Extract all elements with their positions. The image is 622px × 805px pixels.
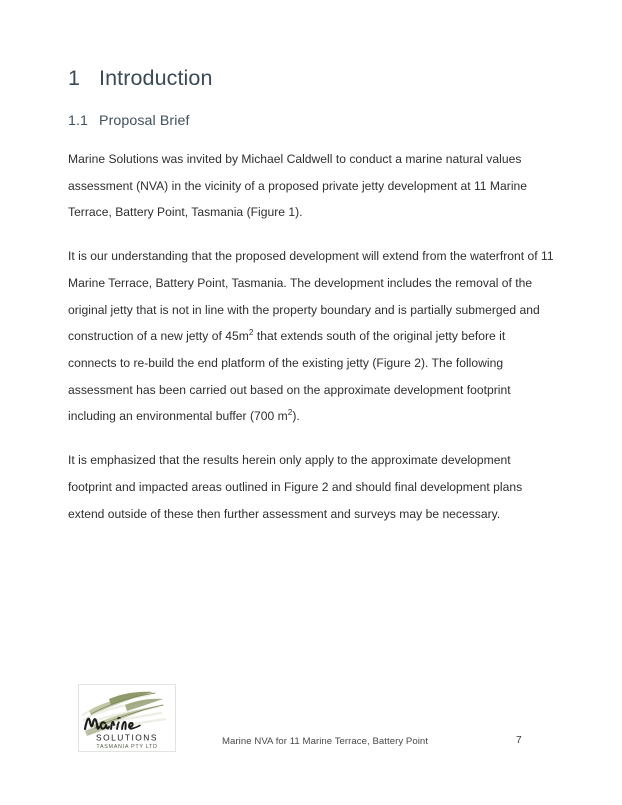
page-title xyxy=(68,66,556,91)
document-body xyxy=(68,66,556,527)
paragraph-2-middle: that extends south of the original jetty before it connects to re-build the end platform of the existing jetty (Figure 2). The following assessment has been carried out based on the approximate development footprint including an environmental buffer (700 m xyxy=(68,329,511,424)
logo-tasmania-text: TASMANIA PTY LTD xyxy=(96,744,158,750)
paragraph-1: Marine Solutions was invited by Michael Caldwell to conduct a marine natural values assessment (NVA) in the vicinity of a proposed private jetty development at 11 Marine Terrace, Battery Point, Tasmania (Figure 1). xyxy=(68,152,528,220)
section-subheading xyxy=(68,113,556,129)
paragraph-3: It is emphasized that the results herein only apply to the approximate development footprint and impacted areas outlined in Figure 2 and should final development plans extend outside of these then further assessment and surveys may be necessary. xyxy=(68,453,523,521)
heading-text: Introduction xyxy=(99,66,213,90)
paragraph-2-suffix: ). xyxy=(292,409,300,424)
logo-solutions-text: SOLUTIONS xyxy=(96,732,158,743)
footer-caption: Marine NVA for 11 Marine Terrace, Battery Point xyxy=(222,736,429,747)
superscript-square-1: 2 xyxy=(248,328,254,338)
page-number: 7 xyxy=(516,735,522,746)
subheading-text: Proposal Brief xyxy=(99,113,190,129)
paragraph-2 xyxy=(68,243,556,430)
paragraph-2-prefix: It is our understanding that the proposed development will extend from the waterfront of 11 Marine Terrace, Battery Point, Tasmania. The development includes the removal of the original jetty that is not in line with the property boundary and is partially submerged and construction of a new jetty of 45m xyxy=(68,249,554,344)
page-footer xyxy=(0,676,622,766)
subheading-number: 1.1 xyxy=(68,113,89,129)
marine-solutions-logo xyxy=(78,684,176,752)
logo-artwork xyxy=(79,685,175,751)
heading-number: 1 xyxy=(68,66,81,90)
superscript-square-2: 2 xyxy=(287,408,293,418)
